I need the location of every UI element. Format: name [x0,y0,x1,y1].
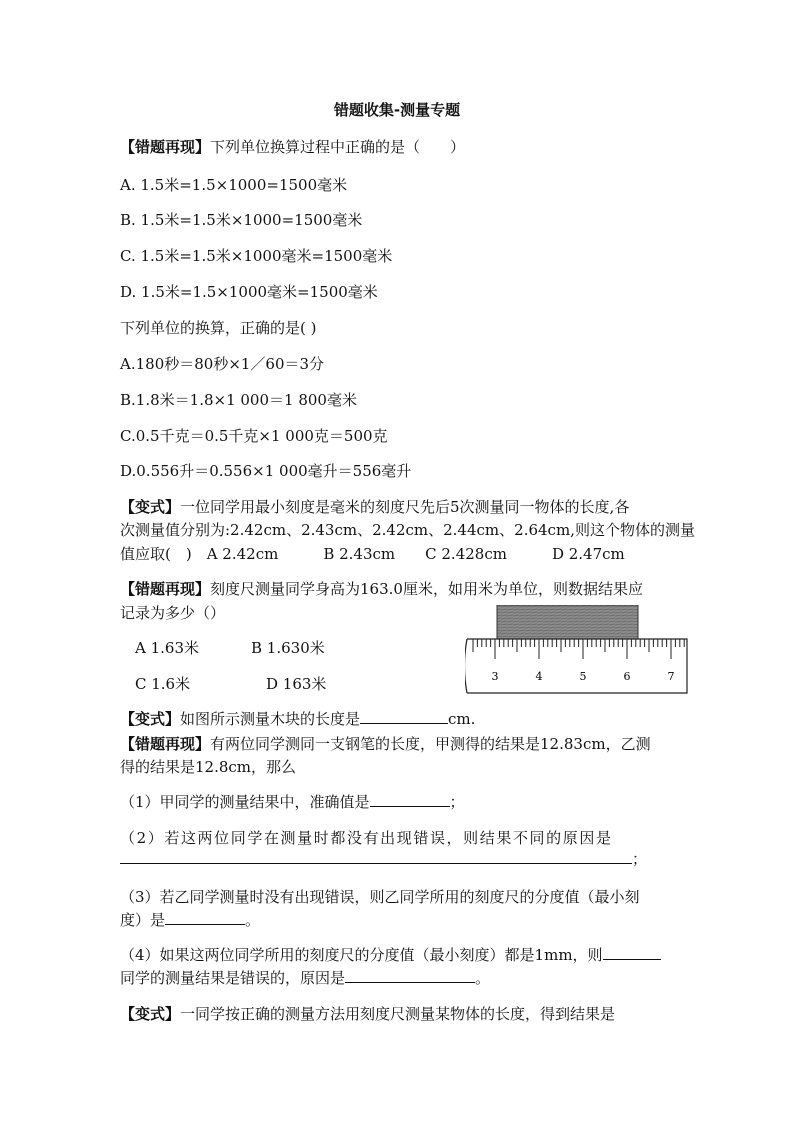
question-1-option-b: B. 1.5米=1.5米×1000=1500毫米 [120,211,363,229]
question-2-option-a: A.180秒＝80秒×1／60＝3分 [120,355,325,373]
answer-blank[interactable] [165,910,245,925]
question-4-line-1 [120,578,643,599]
question-1-option-d: D. 1.5米=1.5×1000毫米=1500毫米 [120,283,378,301]
question-6-part-4-line-2 [120,967,490,988]
part-text-end: 。 [245,911,261,929]
question-7-line-1 [120,1003,615,1024]
question-3-line-1 [120,496,629,517]
question-text-end: cm. [448,710,476,728]
question-text: 刻度尺测量同学身高为163.0厘米，如用米为单位，则数据结果应 [210,580,643,598]
question-6-part-2-line-2 [120,848,647,869]
question-1-stem [120,136,465,157]
answer-blank[interactable] [360,709,448,724]
question-3-line-3: 值应取( ) A 2.42cm B 2.43cm C 2.428cm D 2.47cm [120,545,625,563]
question-2-option-b: B.1.8米＝1.8×1 000＝1 800毫米 [120,391,357,409]
ruler-figure [465,605,695,700]
question-tag: 【错题再现】 [120,735,211,753]
question-text: 一同学按正确的测量方法用刻度尺测量某物体的长度，得到结果是 [180,1005,616,1023]
answer-blank[interactable] [603,945,661,960]
answer-blank[interactable] [345,968,475,983]
ruler-labels [492,670,675,683]
question-tag: 【变式】 [120,1005,181,1023]
question-text: 一位同学用最小刻度是毫米的刻度尺先后5次测量同一物体的长度,各 [180,498,630,516]
ruler-illustration [465,605,695,700]
question-6-part-3-line-2 [120,909,260,930]
question-tag: 【变式】 [120,498,181,516]
question-3-line-2: 次测量值分别为:2.42cm、2.43cm、2.42cm、2.44cm、2.64cm,则这个物体的测量 [120,521,695,539]
ruler-label: 6 [623,670,631,683]
part-text-end: 。 [475,969,491,987]
ruler-label: 4 [535,670,543,683]
ruler-ticks [473,639,684,659]
question-6-line-1 [120,733,651,754]
wooden-block [497,605,638,639]
answer-blank[interactable] [370,792,450,807]
ruler-label: 3 [491,670,499,683]
question-6-part-1 [120,791,465,812]
question-text: 下列单位换算过程中正确的是（ ） [210,138,466,156]
part-text-end: ； [632,850,648,868]
part-text: （4）如果这两位同学所用的刻度尺的分度值（最小刻度）都是1mm，则 [120,946,603,964]
question-6-part-4-line-1 [120,944,661,965]
part-text: （1）甲同学的测量结果中，准确值是 [120,793,370,811]
answer-blank[interactable] [120,849,632,864]
question-text: 如图所示测量木块的长度是 [180,710,361,728]
part-text: 同学的测量结果是错误的，原因是 [120,969,346,987]
question-1-option-c: C. 1.5米=1.5米×1000毫米=1500毫米 [120,247,393,265]
question-1-option-a: A. 1.5米=1.5×1000=1500毫米 [120,176,348,194]
question-tag: 【错题再现】 [120,580,211,598]
part-text-end: ； [449,793,465,811]
question-6-line-2: 得的结果是12.8cm，那么 [120,758,297,776]
part-text: 度）是 [120,911,166,929]
ruler-label: 5 [579,670,587,683]
question-6-part-2-line-1: （2）若这两位同学在测量时都没有出现错误，则结果不同的原因是 [120,829,613,847]
question-tag: 【错题再现】 [120,138,211,156]
page-title: 错题收集-测量专题 [333,101,461,119]
question-4-line-2: 记录为多少（） [120,604,226,622]
question-4-option-a: A 1.63米 [135,639,199,657]
question-2-option-c: C.0.5千克＝0.5千克×1 000克＝500克 [120,427,388,445]
question-4-option-b: B 1.630米 [251,639,325,657]
question-2-stem: 下列单位的换算，正确的是( ) [120,319,317,337]
question-4-option-d: D 163米 [266,675,327,693]
question-2-option-d: D.0.556升＝0.556×1 000毫升＝556毫升 [120,462,412,480]
question-text: 有两位同学测同一支钢笔的长度，甲测得的结果是12.83cm，乙测 [210,735,651,753]
question-tag: 【变式】 [120,710,181,728]
question-5 [120,708,475,729]
ruler-label: 7 [667,670,675,683]
ruler-body [467,639,687,693]
question-6-part-3-line-1: （3）若乙同学测量时没有出现错误，则乙同学所用的刻度尺的分度值（最小刻 [120,888,640,906]
question-4-option-c: C 1.6米 [135,675,191,693]
